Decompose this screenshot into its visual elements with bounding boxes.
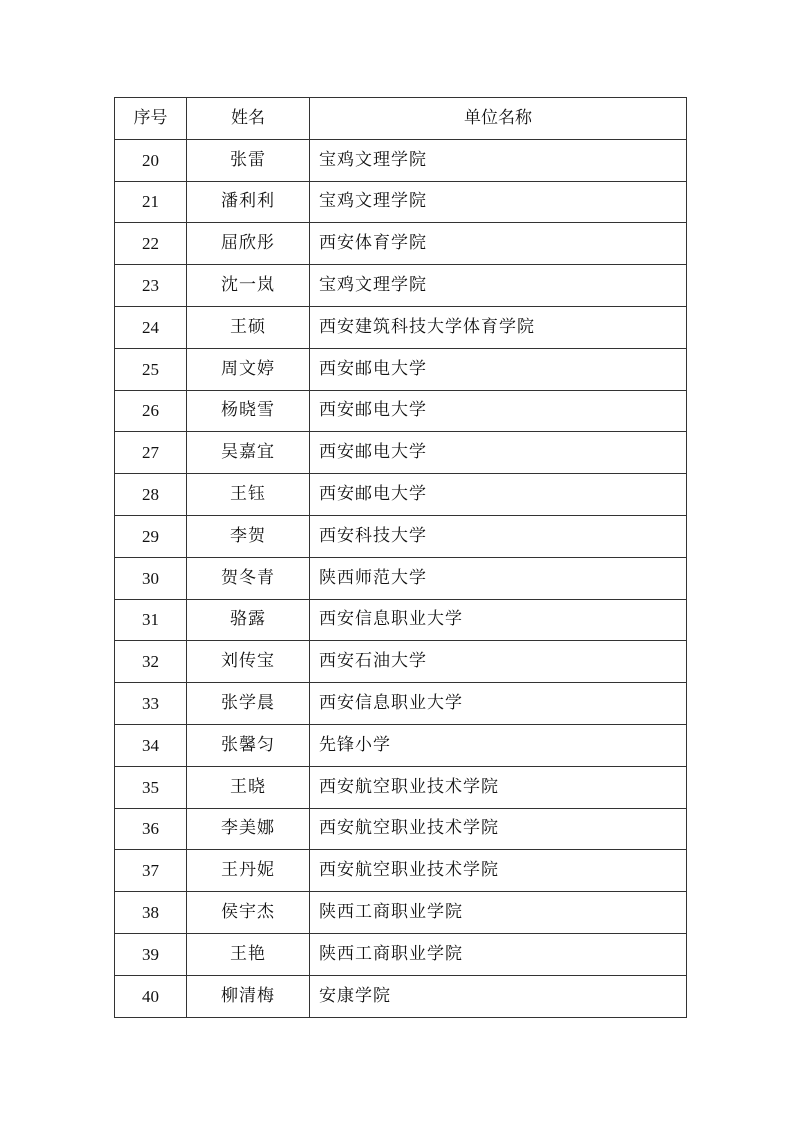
row-person-name: 王艳: [187, 933, 310, 975]
row-unit-name: 西安科技大学: [310, 515, 687, 557]
header-unit-name: 单位名称: [310, 98, 687, 140]
row-person-name: 屈欣彤: [187, 223, 310, 265]
table-row: [115, 265, 687, 307]
table-row: [115, 139, 687, 181]
row-serial-number: 32: [115, 641, 187, 683]
row-unit-name: 西安邮电大学: [310, 390, 687, 432]
row-unit-name: 西安航空职业技术学院: [310, 850, 687, 892]
row-person-name: 侯宇杰: [187, 892, 310, 934]
row-person-name: 沈一岚: [187, 265, 310, 307]
table-row: [115, 892, 687, 934]
row-unit-name: 宝鸡文理学院: [310, 139, 687, 181]
row-serial-number: 20: [115, 139, 187, 181]
row-person-name: 刘传宝: [187, 641, 310, 683]
row-unit-name: 西安邮电大学: [310, 474, 687, 516]
row-unit-name: 宝鸡文理学院: [310, 265, 687, 307]
row-serial-number: 25: [115, 348, 187, 390]
row-person-name: 李美娜: [187, 808, 310, 850]
row-person-name: 张雷: [187, 139, 310, 181]
row-person-name: 李贺: [187, 515, 310, 557]
row-unit-name: 先锋小学: [310, 724, 687, 766]
row-serial-number: 26: [115, 390, 187, 432]
row-serial-number: 38: [115, 892, 187, 934]
row-unit-name: 西安邮电大学: [310, 348, 687, 390]
row-unit-name: 陕西工商职业学院: [310, 933, 687, 975]
table-row: [115, 348, 687, 390]
table-row: [115, 933, 687, 975]
row-unit-name: 宝鸡文理学院: [310, 181, 687, 223]
row-person-name: 柳清梅: [187, 975, 310, 1017]
row-person-name: 潘利利: [187, 181, 310, 223]
row-person-name: 贺冬青: [187, 557, 310, 599]
row-serial-number: 33: [115, 683, 187, 725]
row-person-name: 王丹妮: [187, 850, 310, 892]
row-person-name: 杨晓雪: [187, 390, 310, 432]
row-unit-name: 陕西师范大学: [310, 557, 687, 599]
row-unit-name: 西安航空职业技术学院: [310, 766, 687, 808]
row-serial-number: 27: [115, 432, 187, 474]
row-person-name: 周文婷: [187, 348, 310, 390]
row-person-name: 吴嘉宜: [187, 432, 310, 474]
row-person-name: 骆露: [187, 599, 310, 641]
row-unit-name: 陕西工商职业学院: [310, 892, 687, 934]
row-person-name: 王硕: [187, 306, 310, 348]
table-row: [115, 724, 687, 766]
row-serial-number: 24: [115, 306, 187, 348]
row-person-name: 王晓: [187, 766, 310, 808]
header-serial-number: 序号: [115, 98, 187, 140]
table-row: [115, 766, 687, 808]
row-serial-number: 22: [115, 223, 187, 265]
row-serial-number: 28: [115, 474, 187, 516]
header-name: 姓名: [187, 98, 310, 140]
table-row: [115, 306, 687, 348]
row-serial-number: 36: [115, 808, 187, 850]
row-unit-name: 西安邮电大学: [310, 432, 687, 474]
roster-table: [114, 97, 687, 1018]
table-row: [115, 432, 687, 474]
row-serial-number: 40: [115, 975, 187, 1017]
row-serial-number: 34: [115, 724, 187, 766]
row-person-name: 张学晨: [187, 683, 310, 725]
row-unit-name: 西安建筑科技大学体育学院: [310, 306, 687, 348]
table-row: [115, 474, 687, 516]
table-row: [115, 641, 687, 683]
row-unit-name: 西安信息职业大学: [310, 683, 687, 725]
row-unit-name: 安康学院: [310, 975, 687, 1017]
table-row: [115, 599, 687, 641]
row-serial-number: 37: [115, 850, 187, 892]
table-row: [115, 975, 687, 1017]
table-row: [115, 850, 687, 892]
row-serial-number: 21: [115, 181, 187, 223]
row-serial-number: 30: [115, 557, 187, 599]
table-body: [115, 139, 687, 1017]
table-row: [115, 181, 687, 223]
table-row: [115, 515, 687, 557]
row-unit-name: 西安信息职业大学: [310, 599, 687, 641]
row-person-name: 张馨匀: [187, 724, 310, 766]
table-row: [115, 808, 687, 850]
table-header: [115, 98, 687, 140]
row-serial-number: 31: [115, 599, 187, 641]
row-unit-name: 西安体育学院: [310, 223, 687, 265]
table-row: [115, 390, 687, 432]
row-serial-number: 29: [115, 515, 187, 557]
table-row: [115, 223, 687, 265]
row-unit-name: 西安石油大学: [310, 641, 687, 683]
row-person-name: 王钰: [187, 474, 310, 516]
row-unit-name: 西安航空职业技术学院: [310, 808, 687, 850]
table-row: [115, 683, 687, 725]
header-row: [115, 98, 687, 140]
row-serial-number: 23: [115, 265, 187, 307]
row-serial-number: 39: [115, 933, 187, 975]
row-serial-number: 35: [115, 766, 187, 808]
table-row: [115, 557, 687, 599]
